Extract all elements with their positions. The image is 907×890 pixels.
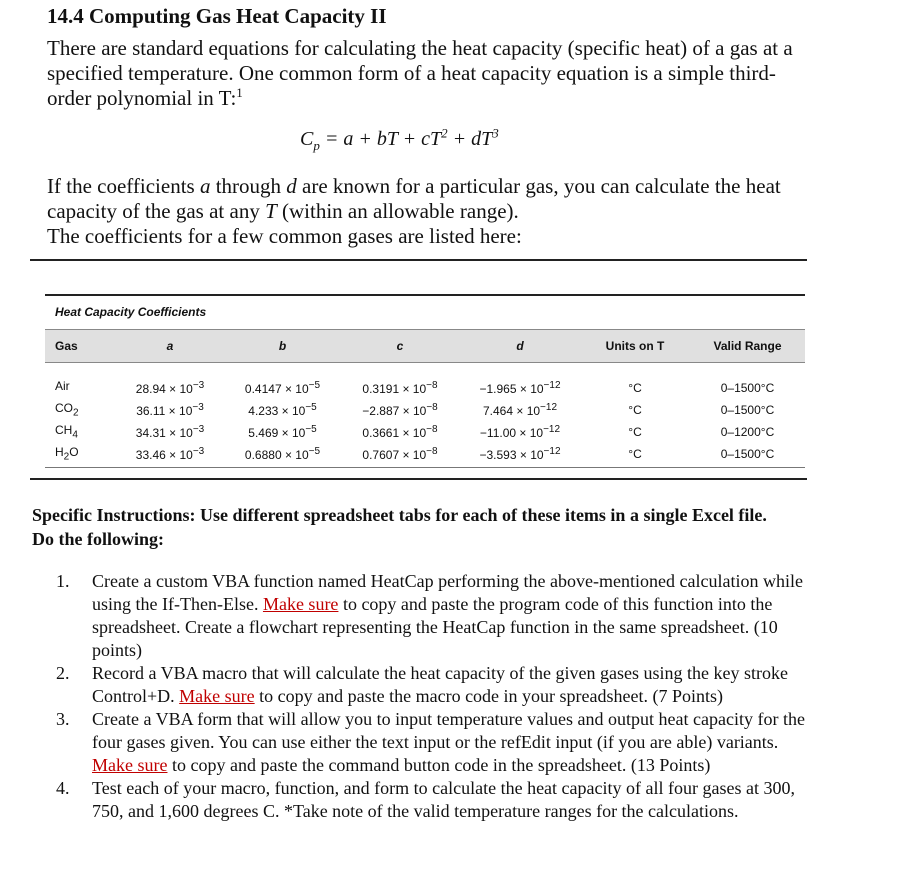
item-text: to copy and paste the command button code in the spreadsheet. (13 Points): [167, 755, 711, 775]
eq-lhs: C: [300, 128, 314, 150]
cell-c: $0.3191 \times 10^{-8}$: [362, 380, 438, 396]
item-number: 4.: [56, 778, 70, 798]
cell-b: $0.6880 \times 10^{-5}$: [244, 446, 321, 462]
cell-b: $0.4147 \times 10^{-5}$: [244, 380, 321, 396]
cell-range: 0–1500°C: [720, 381, 775, 395]
footnote-marker: 1: [236, 85, 243, 100]
cell-a: $33.46 \times 10^{-3}$: [135, 446, 205, 462]
make-sure-link[interactable]: Make sure: [92, 755, 168, 775]
header-range: Valid Range: [713, 339, 782, 353]
cell-gas: $CH_4$: [55, 423, 78, 441]
cell-a: $34.31 \times 10^{-3}$: [135, 424, 205, 440]
cell-gas: $CO_2$: [55, 401, 79, 419]
cell-d: $-1.965 \times 10^{-12}$: [479, 380, 561, 396]
cell-a: $28.94 \times 10^{-3}$: [135, 380, 205, 396]
cell-range: 0–1200°C: [720, 425, 775, 439]
table-header-row: [45, 330, 805, 363]
item-text: to copy and paste the program code of this function into the spreadsheet. Create a flowchart representing the HeatCap function in the same spreadsheet. (10 points): [92, 594, 778, 660]
cell-a: $36.11 \times 10^{-3}$: [136, 402, 204, 418]
eq-exp-2: 3: [492, 125, 499, 141]
header-units: Units on T: [605, 339, 665, 353]
eq-rhs-2: + dT: [447, 128, 493, 150]
instructions-list: [56, 570, 816, 823]
var-a: a: [199, 174, 211, 198]
var-d: d: [286, 174, 297, 198]
item-text: Test each of your macro, function, and form to calculate the heat capacity of all four gases at 300, 750, and 1,600 degrees C. *Take note of the valid temperature ranges for the calculations.: [92, 778, 795, 821]
eq-lhs-sub: p: [313, 138, 320, 153]
item-number: 1.: [56, 571, 70, 591]
header-b: b: [278, 339, 287, 353]
item-text: to copy and paste the macro code in your spreadsheet. (7 Points): [254, 686, 724, 706]
top-rule: [30, 259, 807, 261]
item-text: Create a custom VBA function named HeatCap performing the above-mentioned calculation while using the If-Then-Else.: [92, 571, 803, 614]
cell-units: °C: [628, 447, 642, 461]
cell-c: $0.3661 \times 10^{-8}$: [362, 424, 438, 440]
intro-paragraph: [47, 36, 817, 111]
list-item: [56, 662, 816, 708]
cell-gas: $H_2O$: [55, 445, 79, 463]
coefficients-paragraph: [47, 174, 827, 249]
item-number: 3.: [56, 709, 70, 729]
section-title: 14.4 Computing Gas Heat Capacity II: [47, 4, 387, 28]
cell-units: °C: [628, 425, 642, 439]
list-item: [56, 777, 816, 823]
instructions-heading: Specific Instructions: Use different spreadsheet tabs for each of these items in a single Excel file. Do the following:: [32, 505, 767, 549]
item-number: 2.: [56, 663, 70, 683]
table-title: Heat Capacity Coefficients: [55, 305, 207, 319]
table-row: [45, 421, 805, 443]
intro-text: There are standard equations for calculating the heat capacity (specific heat) of a gas at a specified temperature. One common form of a heat capacity equation is a simple third-order polynomial in T:: [47, 36, 793, 110]
header-gas: Gas: [55, 339, 78, 353]
cell-c: $0.7607 \times 10^{-8}$: [362, 446, 438, 462]
list-item: [56, 708, 816, 777]
make-sure-link[interactable]: Make sure: [179, 686, 255, 706]
item-text: Create a VBA form that will allow you to input temperature values and output heat capacity for the four gases given. You can use either the text input or the refEdit input (if you are able) variants.: [92, 709, 805, 752]
cell-c: $-2.887 \times 10^{-8}$: [362, 402, 438, 418]
cell-d: $7.464 \times 10^{-12}$: [482, 402, 558, 418]
table-row: [45, 399, 805, 421]
header-c: c: [396, 339, 404, 353]
header-d: d: [516, 339, 524, 353]
bottom-rule: [30, 478, 807, 480]
para2-text-5: The coefficients for a few common gases are listed here:: [47, 224, 522, 248]
list-item: [56, 570, 816, 662]
eq-rhs-1: = a + bT + cT: [319, 128, 442, 150]
heat-capacity-equation: [300, 125, 499, 153]
cell-d: $-3.593 \times 10^{-12}$: [479, 446, 561, 462]
table-top-rule: [45, 294, 805, 296]
cell-range: 0–1500°C: [720, 447, 775, 461]
cell-gas: Air: [55, 379, 70, 394]
para2-text-4: (within an allowable range).: [276, 199, 519, 223]
item-text: Record a VBA macro that will calculate the heat capacity of the given gases using the key stroke Control+D.: [92, 663, 788, 706]
para2-text-3: are known for a particular gas, you can calculate the heat capacity of the gas at any: [47, 174, 781, 223]
cell-b: $5.469 \times 10^{-5}$: [248, 424, 317, 440]
var-T: T: [265, 199, 277, 223]
make-sure-link[interactable]: Make sure: [262, 594, 339, 614]
table-bottom-rule: [45, 467, 805, 468]
table-row: [45, 363, 805, 400]
cell-units: °C: [628, 403, 642, 417]
cell-units: °C: [628, 381, 642, 395]
heat-capacity-table: [45, 329, 805, 465]
cell-range: 0–1500°C: [720, 403, 775, 417]
cell-d: $-11.00 \times 10^{-12}$: [479, 424, 561, 440]
cell-b: $4.233 \times 10^{-5}$: [248, 402, 317, 418]
para2-text-2: through: [210, 174, 287, 198]
eq-exp-1: 2: [441, 125, 448, 141]
table-row: [45, 443, 805, 465]
para2-text-1: If the coefficients: [47, 174, 200, 198]
header-a: a: [166, 339, 174, 353]
